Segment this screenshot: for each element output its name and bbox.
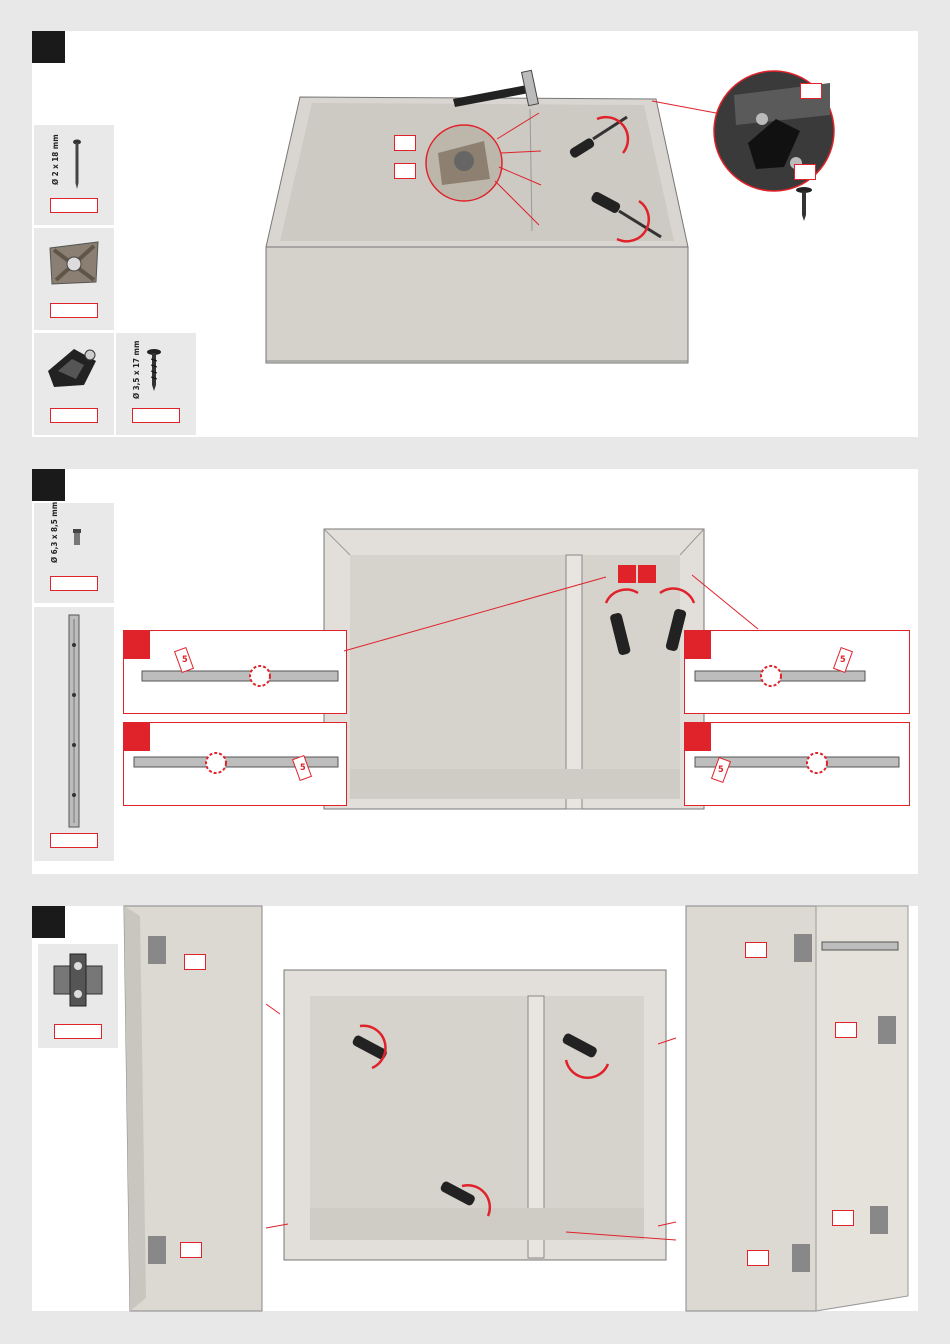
runner-detail-top-left — [123, 630, 347, 714]
hinge-callout-right-4 — [747, 1250, 769, 1266]
part-clip — [34, 228, 114, 330]
runner-tag: 5 — [718, 765, 724, 775]
step-1-badge — [32, 31, 65, 63]
hinge-callout-right-2 — [835, 1022, 857, 1038]
part-nail — [34, 125, 114, 225]
part-clip-qty — [50, 303, 98, 318]
screw-detail-icon — [794, 187, 814, 221]
part-screw — [116, 333, 196, 435]
corner-bracket-detail — [652, 71, 812, 191]
part-bracket — [34, 333, 114, 435]
part-nail-size: Ø 2 x 18 mm — [51, 134, 60, 185]
step-2-badge — [32, 469, 65, 501]
runner-tag: 5 — [182, 655, 188, 665]
screwdriver-icon-top — [567, 109, 637, 169]
runner-detail-bottom-right — [684, 722, 910, 806]
runner-detail-drawing — [124, 631, 346, 713]
step-3-panel — [32, 906, 918, 1311]
hinge-callout-right-3 — [832, 1210, 854, 1226]
callout-lines-2 — [344, 569, 764, 689]
part-drawer-screw — [34, 503, 114, 603]
runner-tag: 5 — [300, 763, 306, 773]
part-nail-qty — [50, 198, 98, 213]
step-1-panel — [32, 31, 918, 437]
part-screw-qty — [132, 408, 180, 423]
drawer-runner-icon — [67, 615, 81, 827]
hinge-plate-icon — [50, 952, 106, 1008]
back-panel-clip-icon — [46, 240, 102, 286]
screw-callout — [794, 164, 816, 180]
hinge-callout-left-bottom — [180, 1242, 202, 1258]
part-runner — [34, 607, 114, 861]
part-runner-qty — [50, 833, 98, 848]
step-2-panel — [32, 469, 918, 874]
screw-icon — [146, 349, 162, 391]
nail-callout — [394, 135, 416, 151]
part-screw-size: Ø 3,5 x 17 mm — [132, 340, 141, 399]
right-side-panel — [682, 906, 912, 1311]
callout-lines-3 — [266, 978, 686, 1278]
part-drawer-screw-qty — [50, 576, 98, 591]
nail-icon — [72, 139, 82, 189]
part-bracket-qty — [50, 408, 98, 423]
hinge-callout-left-top — [184, 954, 206, 970]
runner-detail-drawing — [685, 723, 909, 805]
drawer-screw-icon — [72, 529, 82, 547]
bracket-callout — [800, 83, 822, 99]
hinge-callout-right-1 — [745, 942, 767, 958]
runner-detail-drawing — [124, 723, 346, 805]
part-hinge-plate-qty — [54, 1024, 102, 1039]
screwdriver-icon-bottom — [587, 191, 667, 251]
clip-callout — [394, 163, 416, 179]
part-drawer-screw-size: Ø 6,3 x 8,5 mm — [50, 501, 59, 563]
runner-tag: 5 — [840, 655, 846, 665]
corner-bracket-icon — [44, 341, 100, 391]
step-3-badge — [32, 906, 65, 938]
part-hinge-plate — [38, 944, 118, 1048]
runner-detail-bottom-left — [123, 722, 347, 806]
